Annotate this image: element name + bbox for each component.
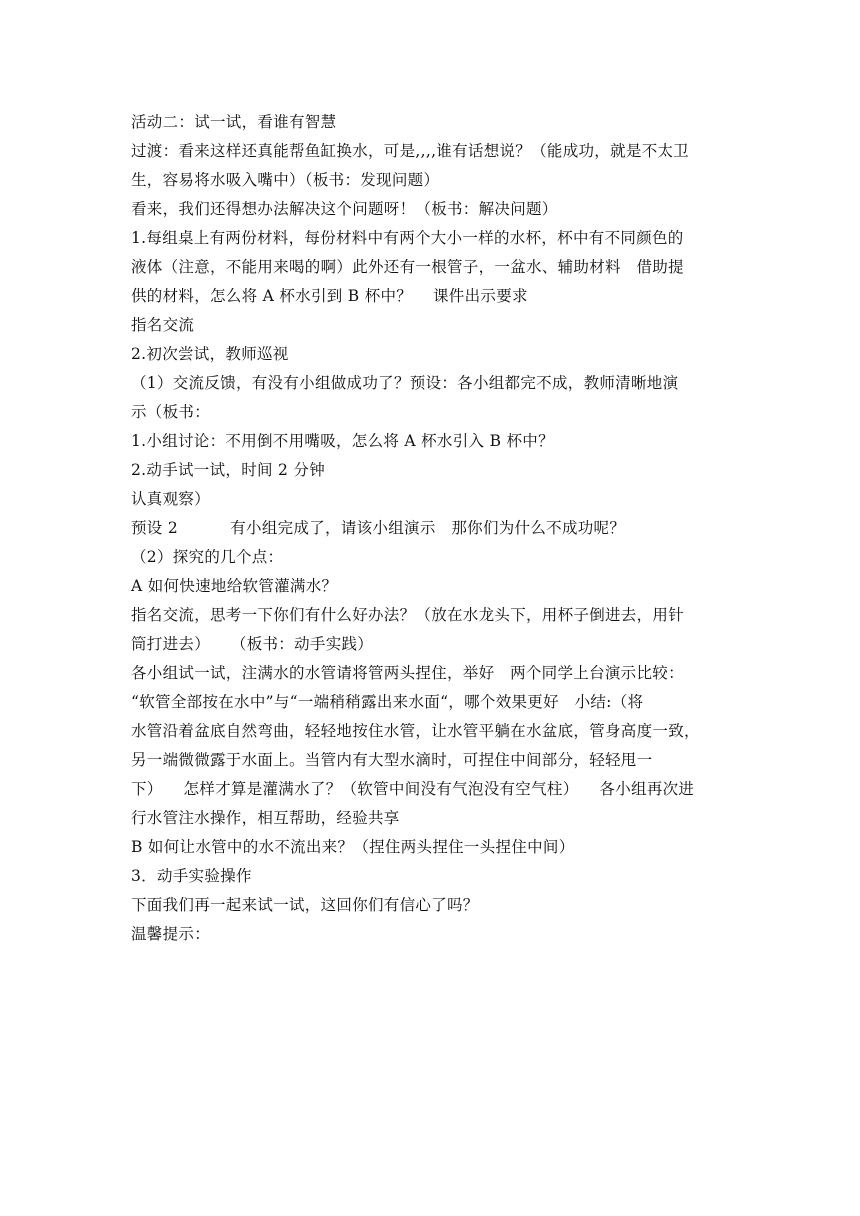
- text-line: 另一端微微露于水面上。当管内有大型水滴时，可捏住中间部分，轻轻甩一: [131, 751, 653, 769]
- text-line: A 如何快速地给软管灌满水？: [131, 577, 338, 595]
- text-line: 生，容易将水吸入嘴中）（板书：发现问题）: [131, 171, 440, 189]
- text-line: （2）探究的几个点：: [131, 548, 284, 566]
- text-line: 2.动手试一试，时间 2 分钟: [131, 461, 326, 479]
- text-line: 下面我们再一起来试一试，这回你们有信心了吗？: [131, 896, 479, 914]
- text-line: 指名交流: [131, 316, 195, 334]
- text-line: 温馨提示：: [131, 925, 211, 943]
- document-body: [131, 108, 731, 949]
- text-line: 供的材料，怎么将 A 杯水引到 B 杯中？ 课件出示要求: [131, 287, 528, 305]
- text-line: 示（板书：: [131, 403, 211, 421]
- text-line: 2.初次尝试，教师巡视: [131, 345, 289, 363]
- text-line: 下） 怎样才算是灌满水了？（软管中间没有气泡没有空气柱） 各小组再次进: [131, 780, 695, 798]
- text-line: 过渡：看来这样还真能帮鱼缸换水，可是,,,,谁有话想说？（能成功，就是不太卫: [131, 142, 690, 160]
- text-line: 1.每组桌上有两份材料，每份材料中有两个大小一样的水杯，杯中有不同颜色的: [131, 229, 684, 247]
- text-line: 水管沿着盆底自然弯曲，轻轻地按住水管，让水管平躺在水盆底，管身高度一致，: [131, 722, 700, 740]
- text-line: 1.小组讨论：不用倒不用嘴吸，怎么将 A 杯水引入 B 杯中？: [131, 432, 554, 450]
- text-line: 3．动手实验操作: [131, 867, 252, 885]
- text-line: 看来，我们还得想办法解决这个问题呀！（板书：解决问题）: [131, 200, 558, 218]
- text-line: “软管全部按在水中”与“一端稍稍露出来水面“，哪个效果更好 小结:（将: [131, 693, 644, 711]
- text-line: B 如何让水管中的水不流出来？（捏住两头捏住一头捏住中间）: [131, 838, 575, 856]
- text-line: 认真观察）: [131, 490, 211, 508]
- text-line: 液体（注意，不能用来喝的啊）此外还有一根管子，一盆水、辅助材料 借助提: [131, 258, 684, 276]
- text-line: 筒打进去） （板书：动手实践）: [131, 635, 374, 653]
- text-line: （1）交流反馈，有没有小组做成功了？预设：各小组都完不成，教师清晰地演: [131, 374, 679, 392]
- text-line: 指名交流，思考一下你们有什么好办法？（放在水龙头下，用杯子倒进去，用针: [131, 606, 685, 624]
- heading-activity-two: 活动二：试一试，看谁有智慧: [131, 113, 337, 131]
- text-line: 预设 2 有小组完成了，请该小组演示 那你们为什么不成功呢？: [131, 519, 626, 537]
- text-line: 各小组试一试，注满水的水管请将管两头捏住，举好 两个同学上台演示比较：: [131, 664, 684, 682]
- text-line: 行水管注水操作，相互帮助，经验共享: [131, 809, 400, 827]
